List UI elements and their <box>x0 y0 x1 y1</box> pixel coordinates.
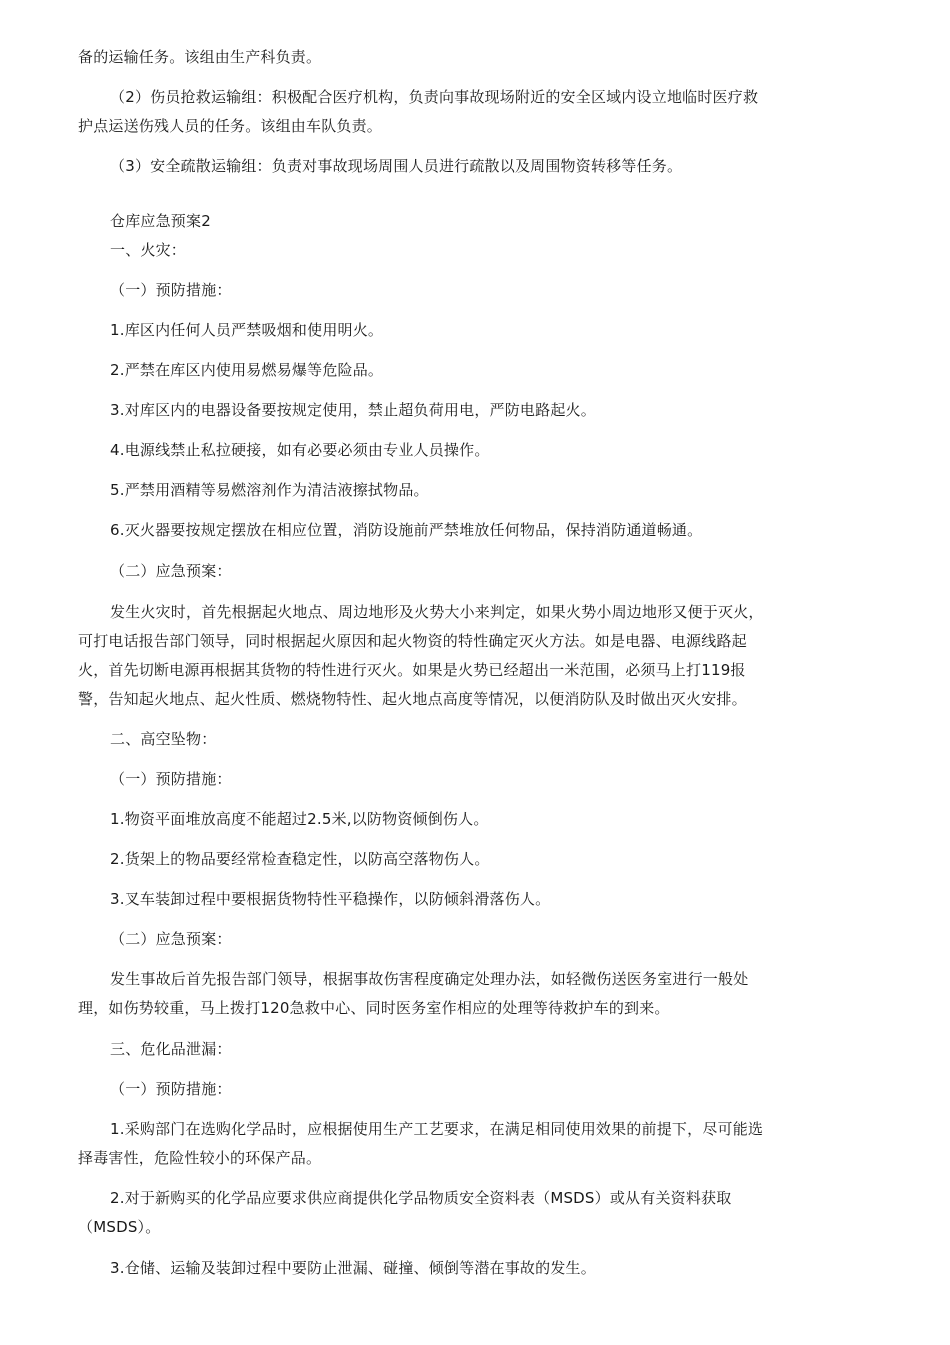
falling-plan-line-2: 理，如伤势较重，马上拨打120急救中心、同时医务室作相应的处理等待救护车的到来。 <box>78 999 670 1017</box>
chemical-prevention-heading: （一）预防措施： <box>110 1080 232 1098</box>
fire-item-5: 5.严禁用酒精等易燃溶剂作为清洁液擦拭物品。 <box>110 481 429 499</box>
chemical-item-3: 3.仓储、运输及装卸过程中要防止泄漏、碰撞、倾倒等潜在事故的发生。 <box>110 1259 596 1277</box>
falling-prevention-heading: （一）预防措施： <box>110 770 232 788</box>
group2-line2: 护点运送伤残人员的任务。该组由车队负责。 <box>78 117 383 135</box>
chemical-item-1-line-2: 择毒害性，危险性较小的环保产品。 <box>78 1149 322 1167</box>
section-fire-heading: 一、火灾： <box>110 241 187 259</box>
chemical-item-2-line-1: 2.对于新购买的化学品应要求供应商提供化学品物质安全资料表（MSDS）或从有关资料获取 <box>110 1189 732 1207</box>
fire-plan-line-1: 发生火灾时，首先根据起火地点、周边地形及火势大小来判定，如果火势小周边地形又便于灭火， <box>110 603 764 621</box>
fire-prevention-heading: （一）预防措施： <box>110 281 232 299</box>
falling-plan-heading: （二）应急预案： <box>110 930 232 948</box>
fire-plan-heading: （二）应急预案： <box>110 562 232 580</box>
section-chemical-heading: 三、危化品泄漏： <box>110 1040 232 1058</box>
document-title: 仓库应急预案2 <box>110 212 211 230</box>
intro-line: 备的运输任务。该组由生产科负责。 <box>78 48 322 66</box>
chemical-item-2-line-2: （MSDS）。 <box>78 1218 161 1236</box>
falling-item-2: 2.货架上的物品要经常检查稳定性，以防高空落物伤人。 <box>110 850 490 868</box>
section-falling-heading: 二、高空坠物： <box>110 730 217 748</box>
fire-item-2: 2.严禁在库区内使用易燃易爆等危险品。 <box>110 361 384 379</box>
fire-item-1: 1.库区内任何人员严禁吸烟和使用明火。 <box>110 321 384 339</box>
fire-item-3: 3.对库区内的电器设备要按规定使用，禁止超负荷用电，严防电路起火。 <box>110 401 596 419</box>
group3-line: （3）安全疏散运输组：负责对事故现场周围人员进行疏散以及周围物资转移等任务。 <box>110 157 683 175</box>
falling-item-1: 1.物资平面堆放高度不能超过2.5米,以防物资倾倒伤人。 <box>110 810 489 828</box>
fire-item-4: 4.电源线禁止私拉硬接，如有必要必须由专业人员操作。 <box>110 441 490 459</box>
falling-item-3: 3.叉车装卸过程中要根据货物特性平稳操作，以防倾斜滑落伤人。 <box>110 890 551 908</box>
fire-item-6: 6.灭火器要按规定摆放在相应位置，消防设施前严禁堆放任何物品，保持消防通道畅通。 <box>110 521 703 539</box>
fire-plan-line-3: 火，首先切断电源再根据其货物的特性进行灭火。如果是火势已经超出一米范围，必须马上打119报 <box>78 661 746 679</box>
chemical-item-1-line-1: 1.采购部门在选购化学品时，应根据使用生产工艺要求，在满足相同使用效果的前提下，尽可能选 <box>110 1120 764 1138</box>
falling-plan-line-1: 发生事故后首先报告部门领导，根据事故伤害程度确定处理办法，如轻微伤送医务室进行一般处 <box>110 970 749 988</box>
fire-plan-line-4: 警，告知起火地点、起火性质、燃烧物特性、起火地点高度等情况，以便消防队及时做出灭火安排。 <box>78 690 747 708</box>
group2-line1: （2）伤员抢救运输组：积极配合医疗机构，负责向事故现场附近的安全区域内设立地临时医疗救 <box>110 88 759 106</box>
fire-plan-line-2: 可打电话报告部门领导，同时根据起火原因和起火物资的特性确定灭火方法。如是电器、电源线路起 <box>78 632 747 650</box>
